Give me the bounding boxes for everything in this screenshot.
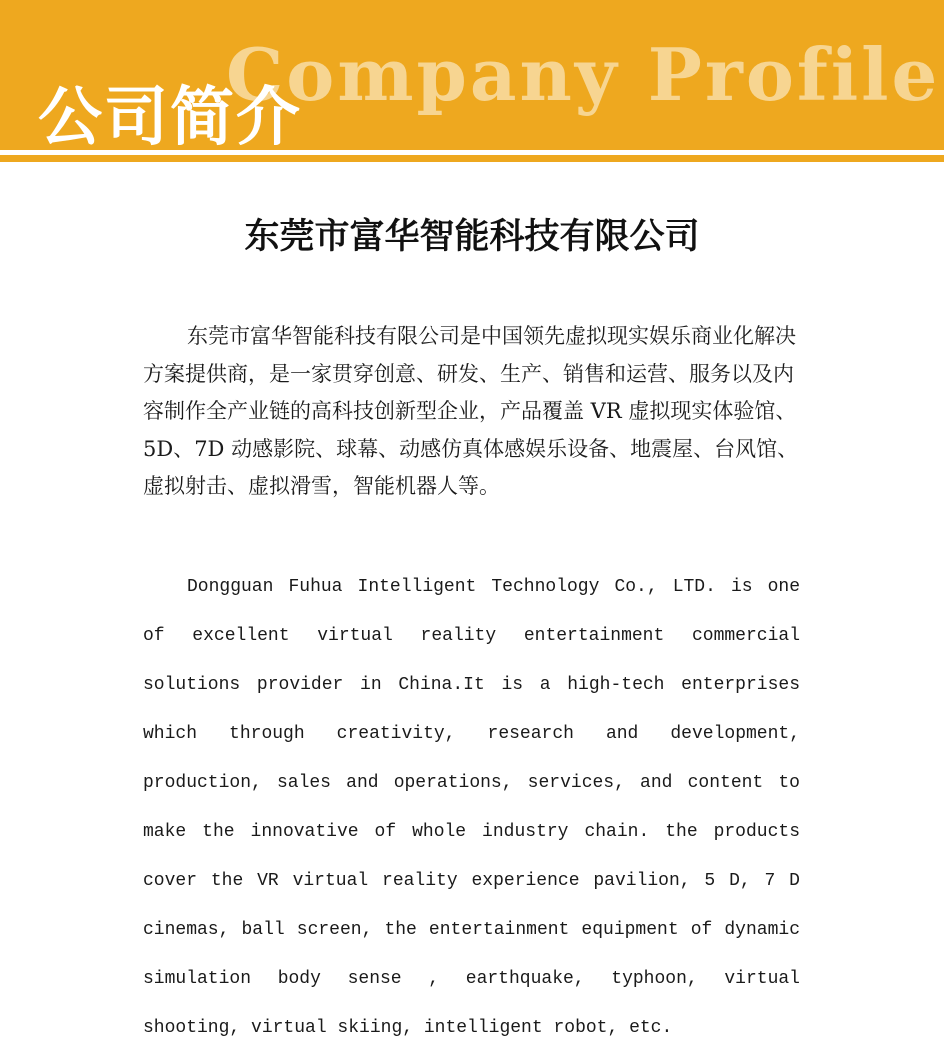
english-title: Company Profile <box>226 32 941 117</box>
chinese-title: 公司简介 <box>38 80 302 150</box>
english-paragraph: Dongguan Fuhua Intelligent Technology Co., LTD. is one of excellent virtual reality entertainment commercial solutions provider in China.It is a high-tech enterprises which through creativity, research and development, production, sales and operations, services, and content to make the innovative of whole industry chain. the products cover the VR virtual reality experience pavilion, 5 D, 7 D cinemas, ball screen, the entertainment equipment of dynamic simulation body sense , earthquake, typhoon, virtual shooting, virtual skiing, intelligent robot, etc. <box>143 577 800 1038</box>
header-divider-line <box>0 155 944 162</box>
company-name-heading: 东莞市富华智能科技有限公司 <box>244 217 700 257</box>
chinese-paragraph: 东莞市富华智能科技有限公司是中国领先虚拟现实娱乐商业化解决方案提供商，是一家贯穿创意、研发、生产、销售和运营、服务以及内容制作全产业链的高科技创新型企业，产品覆盖 VR 虚拟现实体验馆、5D、7D 动感影院、球幕、动感仿真体感娱乐设备、地震屋、台风馆、虚拟射击、虚拟滑雪，智能机器人等。 <box>143 324 799 499</box>
header-banner <box>0 0 944 150</box>
